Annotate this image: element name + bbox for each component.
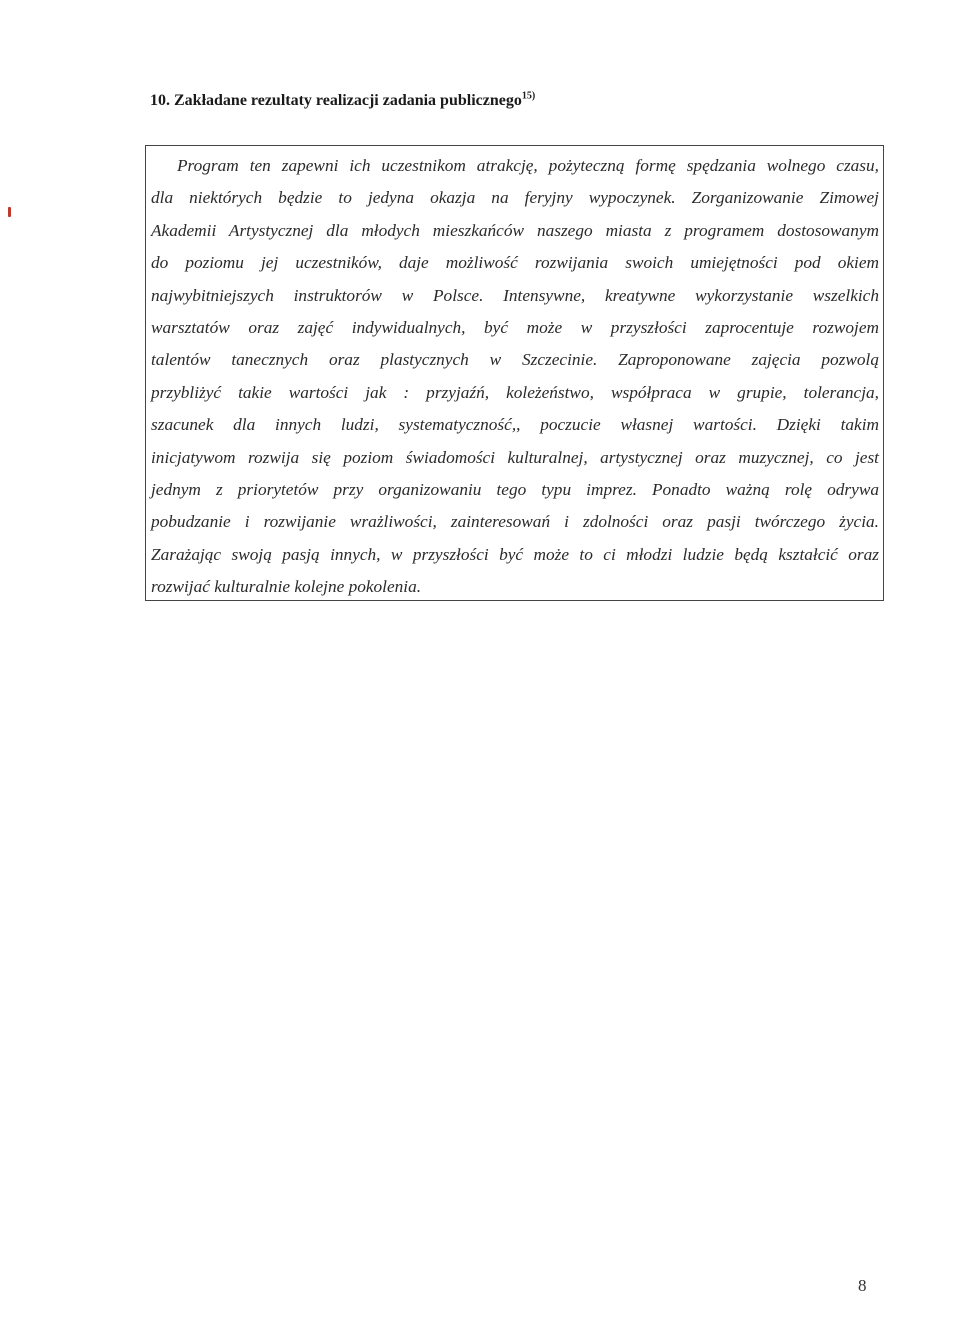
page-number: 8 [858, 1276, 867, 1295]
paragraph-line: Zarażając swoją pasją innych, w przyszłości być może to ci młodzi ludzie będą kształcić oraz [151, 544, 879, 564]
paragraph-line: Program ten zapewni ich uczestnikom atrakcję, pożyteczną formę spędzania wolnego czasu, [177, 156, 879, 175]
paragraph-line: dla niektórych będzie to jedyna okazja na feryjny wypoczynek. Zorganizowanie Zimowej [151, 188, 879, 208]
paragraph-line: Akademii Artystycznej dla młodych mieszkańców naszego miasta z programem dostosowanym [151, 220, 879, 240]
section-heading [150, 92, 535, 110]
paragraph-line: najwybitniejszych instruktorów w Polsce. Intensywne, kreatywne wykorzystanie wszelkich [151, 285, 879, 305]
paragraph-line: pobudzanie i rozwijanie wrażliwości, zainteresowań i zdolności oraz pasji twórczego życia. [151, 512, 879, 532]
paragraph-line: warsztatów oraz zajęć indywidualnych, być może w przyszłości zaprocentuje rozwojem [151, 318, 879, 338]
scan-mark [8, 207, 11, 217]
paragraph-line: inicjatywom rozwija się poziom świadomości kulturalnej, artystycznej oraz muzycznej, co jest [151, 447, 879, 467]
paragraph-line: przybliżyć takie wartości jak : przyjaźń, koleżeństwo, współpraca w grupie, tolerancja, [151, 382, 879, 402]
paragraph-line: rozwijać kulturalnie kolejne pokolenia. [151, 577, 422, 597]
section-title: Zakładane rezultaty realizacji zadania publicznego [174, 92, 522, 109]
section-number: 10. [150, 92, 170, 109]
results-paragraph [151, 150, 879, 604]
paragraph-line: talentów tanecznych oraz plastycznych w Szczecinie. Zaproponowane zajęcia pozwolą [151, 350, 879, 370]
paragraph-line: szacunek dla innych ludzi, systematyczność,, poczucie własnej wartości. Dzięki takim [151, 415, 879, 435]
paragraph-line: do poziomu jej uczestników, daje możliwość rozwijania swoich umiejętności pod okiem [151, 253, 879, 273]
footnote-marker: 15) [521, 90, 536, 102]
paragraph-line: jednym z priorytetów przy organizowaniu tego typu imprez. Ponadto ważną rolę odrywa [151, 480, 879, 500]
